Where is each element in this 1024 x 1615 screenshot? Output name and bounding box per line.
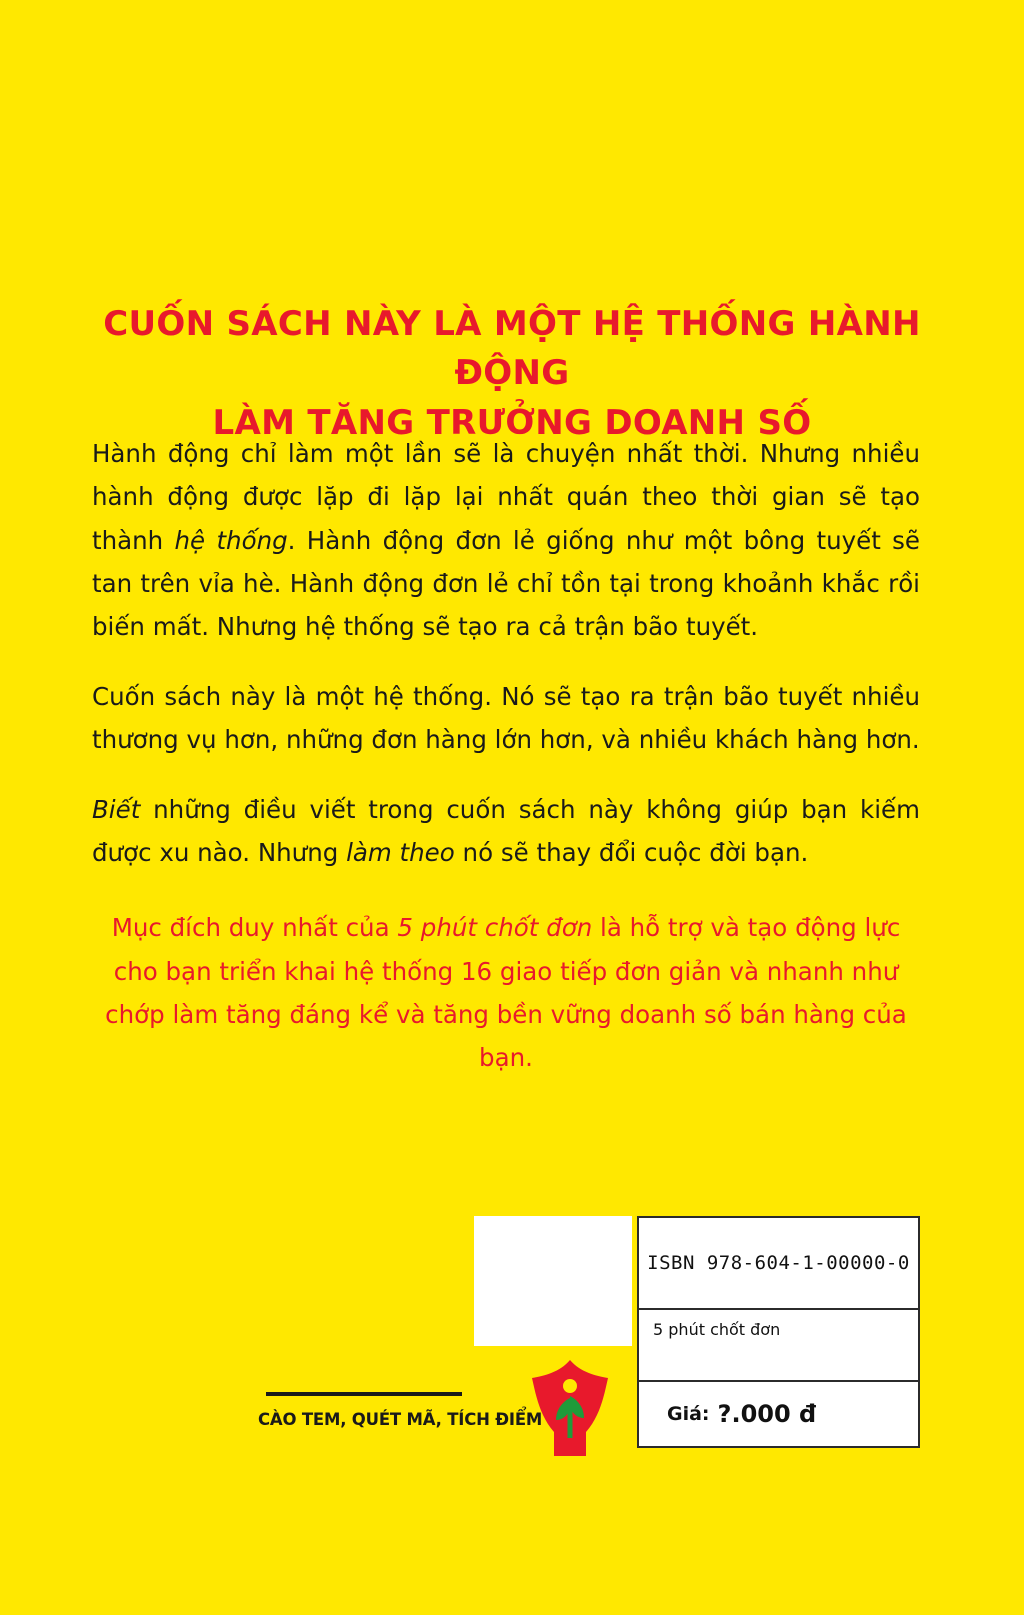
isbn-row bbox=[639, 1218, 918, 1310]
paragraph-2: Cuốn sách này là một hệ thống. Nó sẽ tạo ra trận bão tuyết nhiều thương vụ hơn, những đơn hàng lớn hơn, và nhiều khách hàng hơn. bbox=[92, 681, 920, 755]
isbn-number: ISBN 978-604-1-00000-0 bbox=[647, 1252, 910, 1274]
isbn-title-row bbox=[639, 1310, 918, 1382]
paragraph-3-text-b: nó sẽ thay đổi cuộc đời bạn. bbox=[454, 837, 809, 867]
divider bbox=[266, 1392, 462, 1396]
paragraph-1-emphasis: hệ thống bbox=[174, 525, 288, 555]
scratch-sticker-note bbox=[258, 1392, 543, 1429]
paragraph-3-emphasis-2: làm theo bbox=[346, 837, 455, 867]
paragraph-1-text-a: Hành động chỉ làm một lần sẽ là chuyện nhất thời. Nhưng nhiều hành động được lặp đi lặp lại nhất quán theo thời gian sẽ tạo thành bbox=[92, 439, 920, 555]
paragraph-4-text-b: là hỗ trợ và tạo động lực cho bạn triển khai hệ thống 16 giao tiếp đơn giản và nhanh như chớp làm tăng đáng kể và tăng bền vững doanh số bán hàng của bạn. bbox=[105, 913, 907, 1073]
paragraph-1 bbox=[92, 432, 920, 649]
headline-line-1: CUỐN SÁCH NÀY LÀ MỘT HỆ THỐNG HÀNH ĐỘNG bbox=[103, 304, 921, 394]
paragraph-3-text-a: những điều viết trong cuốn sách này không giúp bạn kiếm được xu nào. Nhưng bbox=[92, 794, 920, 867]
publisher-logo-icon bbox=[518, 1356, 622, 1462]
paragraph-4-emphasis: 5 phút chốt đơn bbox=[397, 913, 593, 943]
isbn-block bbox=[637, 1216, 920, 1448]
page-title bbox=[70, 300, 954, 448]
price-label: Giá: bbox=[667, 1403, 710, 1425]
headline-line-2: LÀM TĂNG TRƯỞNG DOANH SỐ bbox=[212, 402, 812, 443]
barcode-placeholder bbox=[474, 1216, 632, 1346]
price-row bbox=[639, 1382, 918, 1446]
book-title-label: 5 phút chốt đơn bbox=[653, 1320, 781, 1339]
paragraph-3-emphasis-1: Biết bbox=[92, 794, 141, 824]
paragraph-3 bbox=[92, 788, 920, 875]
price-value: ?.000 đ bbox=[717, 1400, 817, 1428]
paragraph-4-text-a: Mục đích duy nhất của bbox=[111, 913, 398, 943]
scratch-instruction-label: CÀO TEM, QUÉT MÃ, TÍCH ĐIỂM bbox=[258, 1410, 543, 1429]
paragraph-4-highlight bbox=[92, 906, 920, 1079]
paragraph-1-text-b: . Hành động đơn lẻ giống như một bông tuyết sẽ tan trên vỉa hè. Hành động đơn lẻ chỉ tồn tại trong khoảnh khắc rồi biến mất. Nhưng hệ thống sẽ tạo ra cả trận bão tuyết. bbox=[92, 525, 920, 642]
body-copy bbox=[92, 432, 920, 1080]
